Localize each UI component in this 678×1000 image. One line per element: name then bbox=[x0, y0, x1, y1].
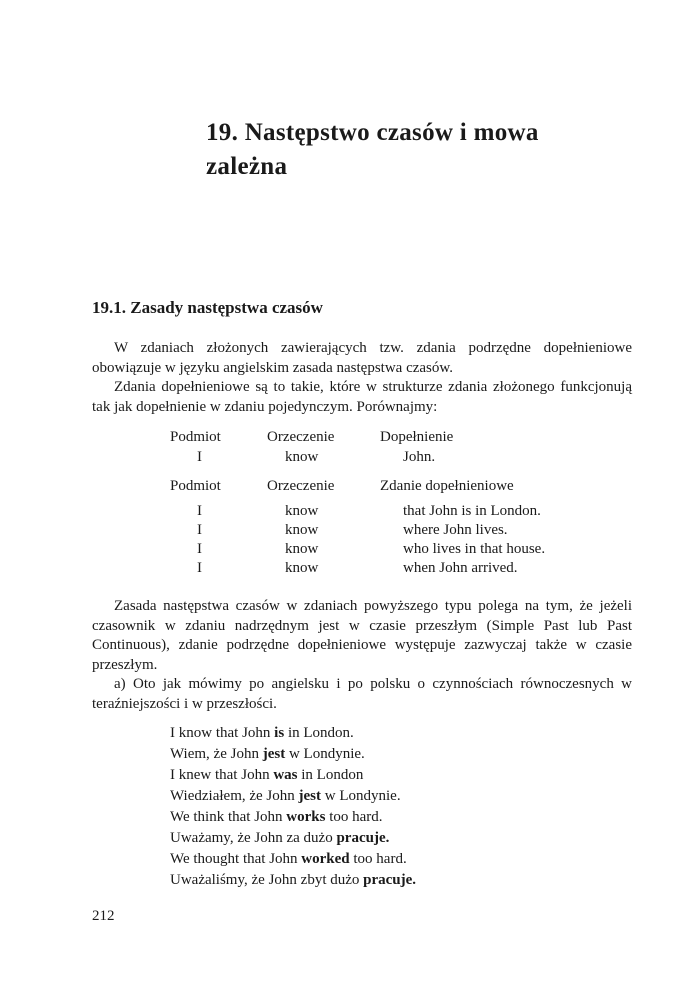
example-text: Wiedziałem, że John bbox=[170, 788, 299, 804]
example-text: Uważamy, że John za dużo bbox=[170, 830, 337, 846]
table-cell: I bbox=[197, 522, 202, 538]
example-line bbox=[170, 786, 416, 807]
table-cell: know bbox=[285, 560, 319, 576]
example-text: too hard. bbox=[325, 809, 383, 825]
example-line bbox=[170, 744, 416, 765]
example-line bbox=[170, 828, 416, 849]
paragraph-3: Zasada następstwa czasów w zdaniach powyższego typu polega na tym, że jeżeli czasownik w zdaniu nadrzędnym jest w czasie przeszłym (Simple Past lub Past Continuous), zdanie podrzędne dopełnieniowe występuje zazwyczaj także w czasie przeszłym. bbox=[92, 598, 632, 673]
example-highlight: worked bbox=[301, 851, 350, 867]
example-text: I know that John bbox=[170, 725, 275, 741]
table-cell: I bbox=[197, 503, 202, 519]
example-highlight: is bbox=[274, 725, 285, 741]
table-cell: who lives in that house. bbox=[403, 541, 546, 557]
comparison-table-2 bbox=[0, 477, 678, 582]
example-line bbox=[170, 723, 416, 744]
example-highlight: pracuje. bbox=[336, 830, 390, 846]
example-text: in London. bbox=[284, 725, 354, 741]
table1-cell-subject: I bbox=[197, 449, 202, 465]
table-cell: where John lives. bbox=[403, 522, 508, 538]
example-text: We think that John bbox=[170, 809, 287, 825]
table-cell: know bbox=[285, 522, 319, 538]
example-text: Uważaliśmy, że John zbyt dużo bbox=[170, 872, 364, 888]
table1-header-predicate: Orzeczenie bbox=[267, 429, 335, 445]
example-line bbox=[170, 807, 416, 828]
table-cell: I bbox=[197, 541, 202, 557]
example-text: We thought that John bbox=[170, 851, 302, 867]
example-highlight: was bbox=[273, 767, 298, 783]
table1-cell-object: John. bbox=[403, 449, 436, 465]
example-highlight: pracuje. bbox=[363, 872, 417, 888]
table1-header-subject: Podmiot bbox=[170, 429, 221, 445]
example-line bbox=[170, 765, 416, 786]
section-title: 19.1. Zasady następstwa czasów bbox=[92, 298, 323, 317]
table-cell: I bbox=[197, 560, 202, 576]
page-number: 212 bbox=[92, 908, 115, 924]
example-text: in London bbox=[297, 767, 364, 783]
paragraph-4: a) Oto jak mówimy po angielsku i po polsku o czynnościach równoczesnych w teraźniejszości i w przeszłości. bbox=[92, 676, 632, 712]
example-text: Wiem, że John bbox=[170, 746, 263, 762]
table2-header-subject: Podmiot bbox=[170, 478, 221, 494]
example-text: w Londynie. bbox=[321, 788, 401, 804]
paragraph-1: W zdaniach złożonych zawierających tzw. zdania podrzędne dopełnieniowe obowiązuje w języku angielskim zasada następstwa czasów. bbox=[92, 340, 632, 376]
table2-header-predicate: Orzeczenie bbox=[267, 478, 335, 494]
example-text: too hard. bbox=[349, 851, 407, 867]
example-sentences bbox=[170, 723, 416, 891]
example-text: w Londynie. bbox=[285, 746, 365, 762]
example-line bbox=[170, 849, 416, 870]
table-cell: know bbox=[285, 503, 319, 519]
example-highlight: works bbox=[286, 809, 326, 825]
table1-cell-predicate: know bbox=[285, 449, 319, 465]
table-cell: when John arrived. bbox=[403, 560, 518, 576]
example-highlight: jest bbox=[298, 788, 322, 804]
paragraph-2: Zdania dopełnieniowe są to takie, które w strukturze zdania złożonego funkcjonują tak jak dopełnienie w zdaniu pojedynczym. Porównajmy: bbox=[92, 379, 632, 415]
chapter-title: 19. Następstwo czasów i mowa zależna bbox=[206, 119, 539, 180]
example-text: I knew that John bbox=[170, 767, 274, 783]
example-line bbox=[170, 870, 416, 891]
table1-header-object: Dopełnienie bbox=[380, 429, 454, 445]
comparison-table-1 bbox=[0, 428, 678, 468]
example-highlight: jest bbox=[262, 746, 286, 762]
table2-header-clause: Zdanie dopełnieniowe bbox=[380, 478, 514, 494]
table-cell: know bbox=[285, 541, 319, 557]
table-cell: that John is in London. bbox=[403, 503, 541, 519]
